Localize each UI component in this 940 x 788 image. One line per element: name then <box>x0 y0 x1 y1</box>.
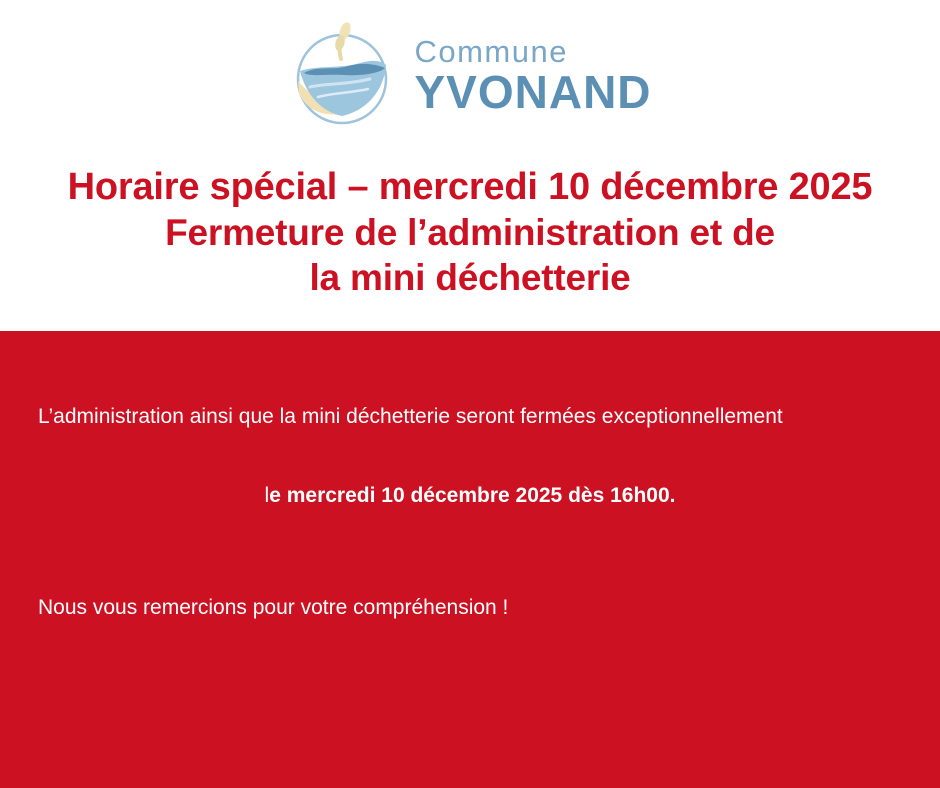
closing-datetime-lead: l <box>264 484 270 508</box>
logo-wordmark <box>414 33 652 118</box>
logo-word-yvonand: YVONAND <box>414 65 652 118</box>
red-message-band <box>0 331 940 788</box>
title-line-1: Horaire spécial – mercredi 10 décembre 2025 <box>67 166 873 208</box>
title-line-3: la mini déchetterie <box>309 257 631 299</box>
logo-lockup <box>288 21 651 129</box>
title-line-2: Fermeture de l’administration et de <box>165 212 775 254</box>
logo-word-commune: Commune <box>414 33 568 69</box>
closing-datetime-strong: e mercredi 10 décembre 2025 dès 16h00. <box>269 484 676 508</box>
body-paragraph: L’administration ainsi que la mini déchetterie seront fermées exceptionnellement <box>38 404 783 428</box>
yvonand-lake-sun-logo-icon <box>288 21 396 129</box>
poster-header <box>0 0 940 150</box>
closing-datetime-line <box>38 484 902 508</box>
title-band <box>0 150 940 331</box>
thanks-line: Nous vous remercions pour votre compréhension ! <box>38 596 509 620</box>
